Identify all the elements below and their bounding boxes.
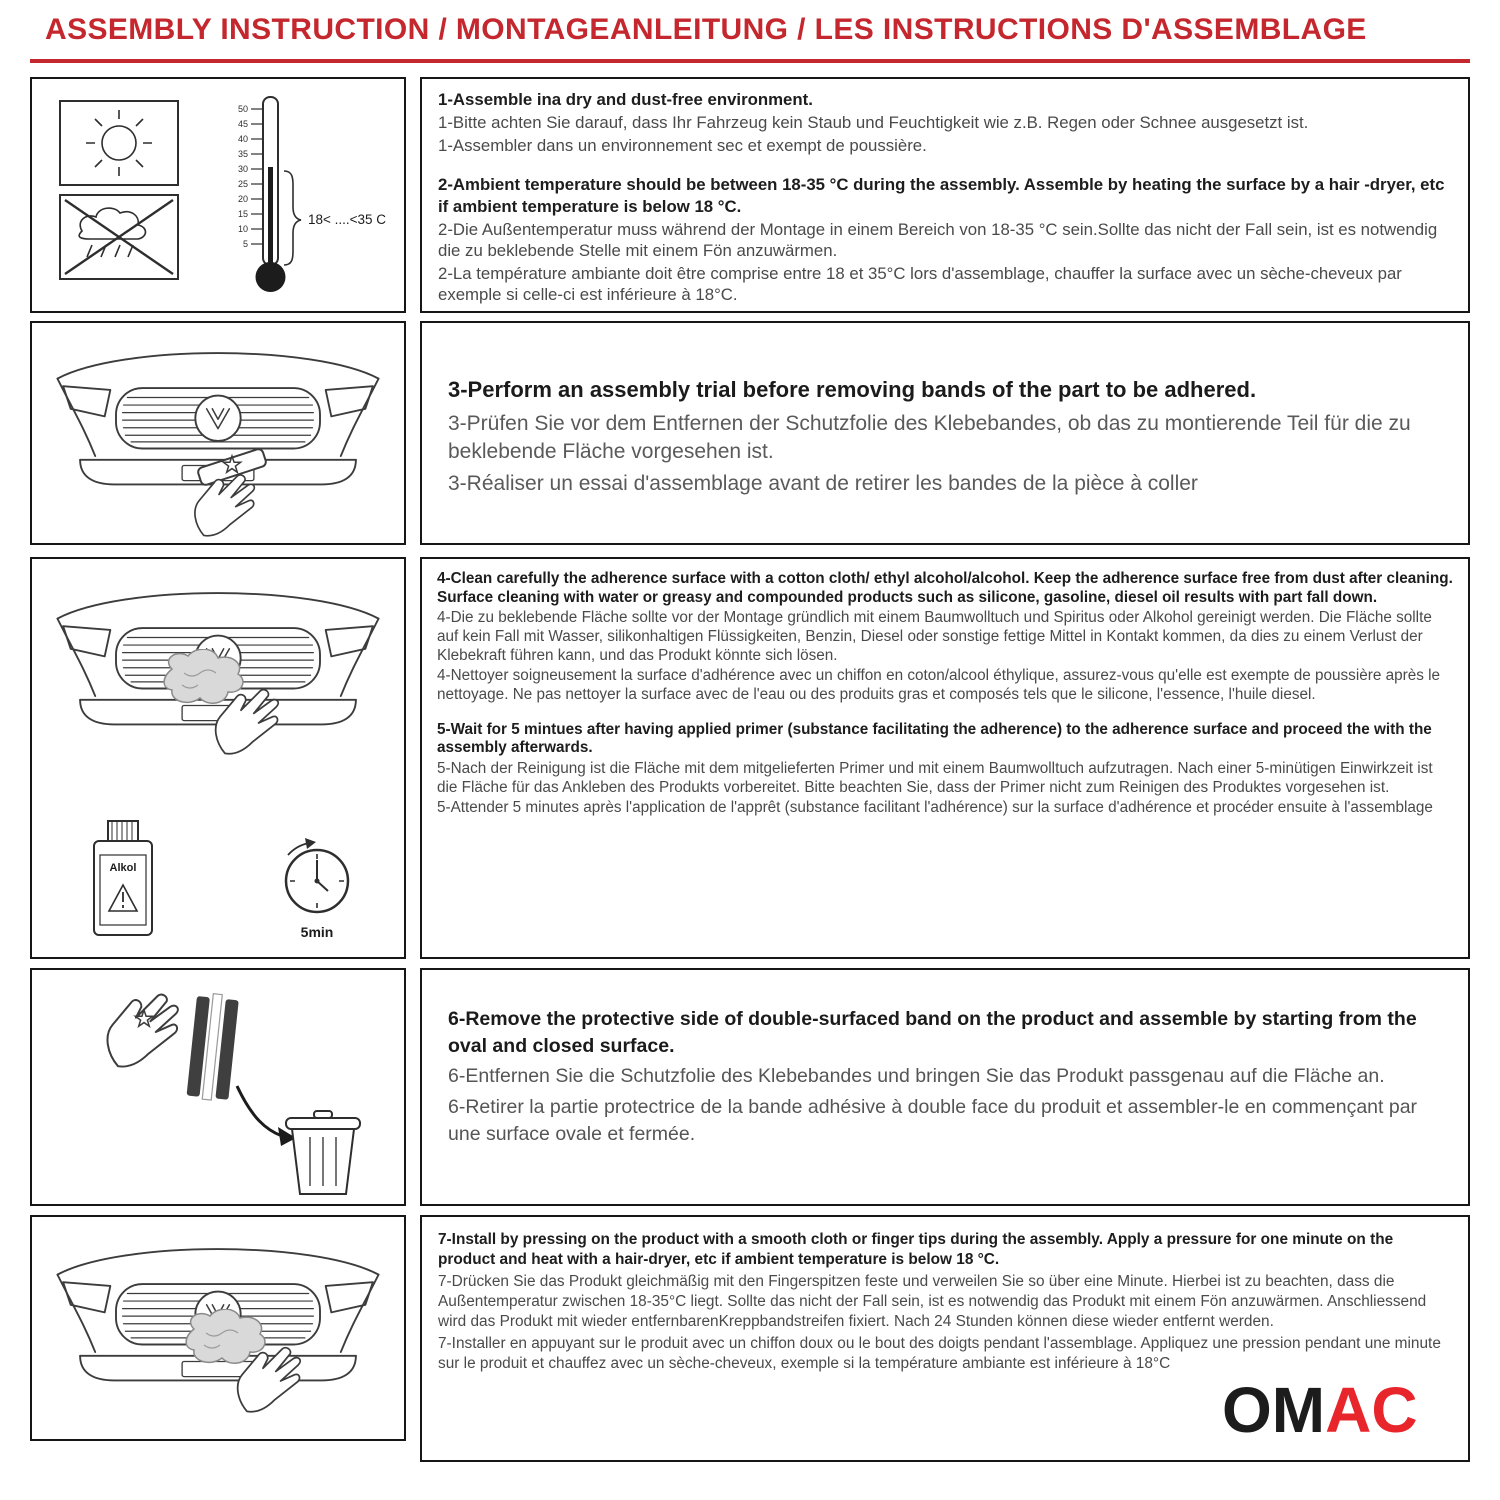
clock-icon: [286, 838, 348, 940]
logo-letter: C: [1371, 1374, 1418, 1446]
logo-letter: M: [1271, 1374, 1326, 1446]
pressing-illustration: [32, 1217, 404, 1439]
steps-4-5-text-panel: [420, 557, 1470, 959]
instruction-paragraph: 7-Installer en appuyant sur le produit avec un chiffon doux ou le bout des doigts pendant l'assemblage. Appliquez une pression pendant une minute sur le produit et chauffez avec un sèche-cheveux, exemple si la température ambiante est inférieure à 18°C: [438, 1335, 1441, 1373]
instruction-paragraph: 5-Attender 5 minutes après l'application de l'apprêt (substance facilitant l'adhérence) sur la surface d'adhérence et procéder ensuite à l'assemblage: [437, 799, 1433, 817]
band-removal-illustration: [32, 970, 404, 1204]
instruction-paragraph: 2-Die Außentemperatur muss während der Montage in einem Bereich von 18-35 °C sein.Sollte das nicht der Fall sein, ist es notwendig die zu beklebende Stelle mit einem Fön anzuwärmen.: [438, 219, 1438, 260]
omac-logo: [1222, 1374, 1418, 1446]
adhesive-strips-icon: [186, 992, 239, 1102]
instruction-paragraph: 2-La température ambiante doit être comprise entre 18 et 35°C lors d'assemblage, chauffer la surface avec un sèche-cheveux par exemple si celle-ci est inférieure à 18°C.: [438, 264, 1402, 305]
temperature-range-label: 18< ....<35 C: [308, 212, 387, 227]
alcohol-bottle-icon: [94, 821, 152, 935]
bottle-label: Alkol: [109, 862, 137, 874]
svg-text:15: 15: [237, 209, 248, 219]
instruction-paragraph: 3-Prüfen Sie vor dem Entfernen der Schutzfolie des Klebebandes, ob das zu montierende Teil für die zu beklebende Fläche vorgesehen ist.: [448, 412, 1411, 464]
instruction-paragraph: 1-Assembler dans un environnement sec et exempt de poussière.: [438, 136, 927, 156]
instruction-paragraph: 1-Bitte achten Sie darauf, dass Ihr Fahrzeug kein Staub und Feuchtigkeit wie z.B. Regen oder Schnee ausgesetzt ist.: [438, 113, 1309, 133]
environment-temperature-illustration: [32, 79, 404, 311]
svg-text:10: 10: [237, 224, 248, 234]
svg-text:45: 45: [237, 119, 248, 129]
instruction-paragraph: 6-Entfernen Sie die Schutzfolie des Klebebandes und bringen Sie das Produkt passgenau auf die Fläche an.: [448, 1065, 1385, 1088]
bracket-shape: [284, 171, 301, 265]
svg-text:40: 40: [237, 134, 248, 144]
trash-can-icon: [286, 1111, 360, 1194]
step-6-text-panel: [420, 968, 1470, 1206]
instruction-paragraph: 4-Die zu beklebende Fläche sollte vor der Montage gründlich mit einem Baumwolltuch und Spiritus oder Alkohol gereinigt werden. Die Fläche sollte auf kein Fall mit Wasser, silikonhaltigen Flüssigkeiten, Benzin, Diesel oder sonstige fettige Mittel in Kontakt kommen, da dies zu einem Verlust der Klebekraft führen kann, und das Produkt könnte sich lösen.: [437, 609, 1432, 664]
step-6-illustration-panel: [30, 968, 406, 1206]
instruction-paragraph: 2-Ambient temperature should be between 18-35 °C during the assembly. Assemble by heating the surface by a hair -dryer, etc if ambient temperature is below 18 °C.: [438, 175, 1445, 216]
svg-text:25: 25: [237, 179, 248, 189]
instruction-paragraph: 4-Clean carefully the adherence surface with a cotton cloth/ ethyl alcohol/alcohol. Keep the adherence surface free from dust after cleaning. Surface cleaning with water or greasy and compounded products such as silicone, gasoline, diesel oil results with part fall down.: [437, 570, 1453, 606]
steps-1-2-text-panel: [420, 77, 1470, 313]
instruction-paragraph: 5-Wait for 5 mintues after having applied primer (substance facilitating the adherence) to the adherence surface and proceed the with the assembly afterwards.: [437, 720, 1432, 757]
svg-text:35: 35: [237, 149, 248, 159]
instruction-paragraph: 6-Remove the protective side of double-surfaced band on the product and assemble by starting from the oval and closed surface.: [448, 1008, 1417, 1057]
svg-text:20: 20: [237, 194, 248, 204]
step-3-text-panel: [420, 321, 1470, 545]
steps-4-5-illustration-panel: [30, 557, 406, 959]
step-3-illustration-panel: [30, 321, 406, 545]
no-rain-icon: [60, 195, 178, 279]
instruction-paragraph: 6-Retirer la partie protectrice de la bande adhésive à double face du produit et assembler-le en commençant par une surface ovale et fermée.: [448, 1096, 1418, 1145]
arrow-icon: [237, 1086, 296, 1146]
thermometer-icon: [238, 97, 386, 292]
instruction-paragraph: 1-Assemble ina dry and dust-free environment.: [438, 90, 813, 109]
sun-icon: [60, 101, 178, 185]
instruction-paragraph: 7-Install by pressing on the product with a smooth cloth or finger tips during the assembly. Apply a pressure for one minute on the product and heat with a hair-dryer, etc if ambient temperature is below 18 °C.: [438, 1231, 1394, 1269]
instruction-paragraph: 5-Nach der Reinigung ist die Fläche mit dem mitgelieferten Primer und mit einem Baumwolltuch aufzutragen. Nach einer 5-minütigen Einwirkzeit ist die Fläche für das Ankleben des Produkts vorbereitet. Bitte beachten Sie, dass der Primer nicht zum Reinigen des Produktes vorgesehen ist.: [437, 759, 1433, 796]
clock-label: 5min: [300, 924, 334, 940]
svg-text:5: 5: [242, 239, 248, 249]
steps-1-2-illustration-panel: [30, 77, 406, 313]
logo-letter: A: [1325, 1374, 1372, 1446]
instruction-paragraph: 4-Nettoyer soigneusement la surface d'adhérence avec un chiffon en coton/alcool éthylique, assurez-vous qu'elle est exempte de poussière après le nettoyage. Ne pas nettoyer la surface avec de l'eau ou des produits gras et composés tels que le silicone, l'essence, l'huile diesel.: [437, 667, 1441, 703]
logo-letter: O: [1222, 1374, 1272, 1446]
hand-peeling-bands-icon: [107, 995, 177, 1067]
instruction-paragraph: 7-Drücken Sie das Produkt gleichmäßig mit den Fingerspitzen feste und verweilen Sie so über eine Minute. Hierbei ist zu beachten, dass die Außentemperatur zwischen 18-35°C liegt. Sollte das nicht der Fall sein, ist es notwendig das Produkt mit einem Fön anzuwärmen. Anschliessend wird das Produkt mit wieder entfernbarenKreppbandstreifen fixiert. Nach 24 Stunden können diese wieder entfernt werden.: [438, 1273, 1427, 1331]
page-title: ASSEMBLY INSTRUCTION / MONTAGEANLEITUNG / LES INSTRUCTIONS D'ASSEMBLAGE: [45, 13, 1367, 46]
svg-text:30: 30: [237, 164, 248, 174]
svg-text:50: 50: [237, 104, 248, 114]
assembly-trial-illustration: [32, 323, 404, 543]
hand-with-part-icon: [195, 448, 267, 536]
cleaning-illustration: [32, 559, 404, 957]
step-7-illustration-panel: [30, 1215, 406, 1441]
instruction-paragraph: 3-Perform an assembly trial before removing bands of the part to be adhered.: [448, 377, 1257, 402]
title-underline: [30, 59, 1470, 63]
instruction-paragraph: 3-Réaliser un essai d'assemblage avant de retirer les bandes de la pièce à coller: [448, 472, 1198, 496]
